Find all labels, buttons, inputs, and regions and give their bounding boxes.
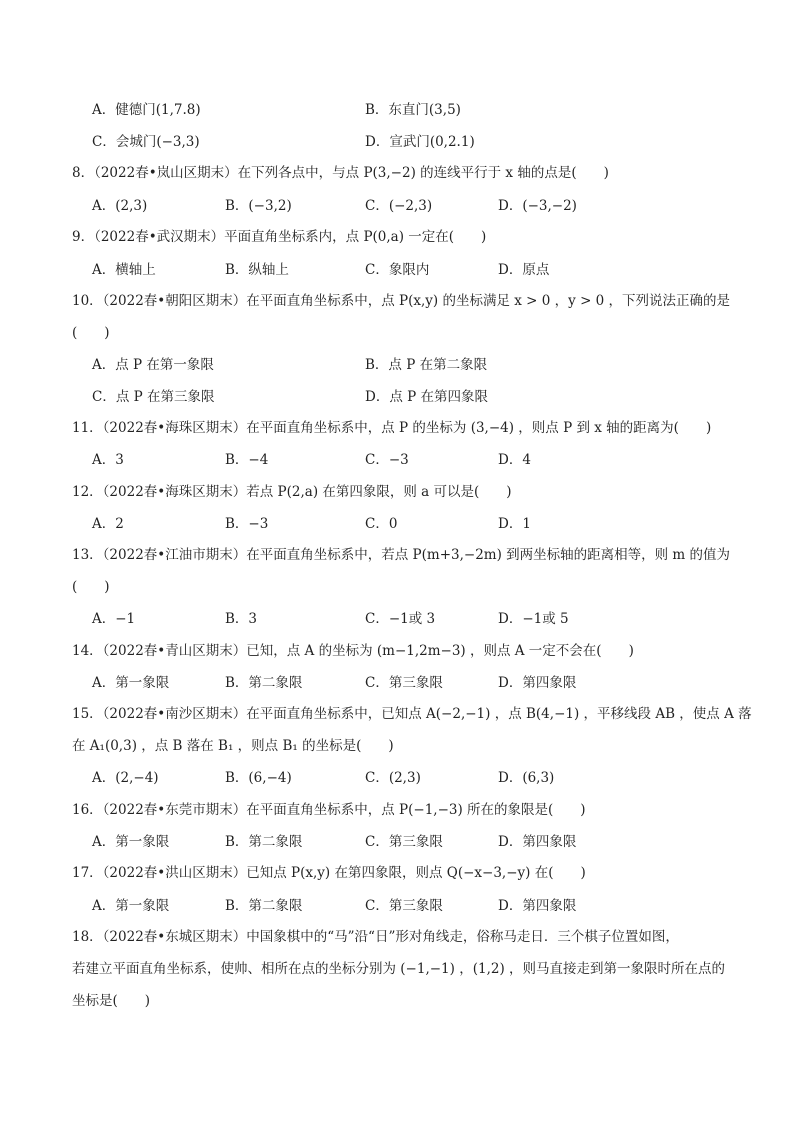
q8-option-b: B．(−3,2) bbox=[225, 198, 292, 214]
q15-option-c: C．(2,3) bbox=[365, 770, 421, 786]
prev-option-b: B．东直门(3,5) bbox=[365, 102, 461, 118]
question-9-text: 9．（2022春•武汉期末）平面直角坐标系内，点 P(0,a) 一定在( ) bbox=[72, 229, 487, 245]
q9-option-c: C．象限内 bbox=[365, 262, 430, 278]
question-15-text-cont: 在 A₁(0,3) ，点 B 落在 B₁ ，则点 B₁ 的坐标是( ) bbox=[72, 738, 394, 754]
question-14-text: 14．（2022春•青山区期末）已知，点 A 的坐标为 (m−1,2m−3) ，则点 A 一定不会在( ) bbox=[72, 643, 634, 659]
q10-option-a: A．点 P 在第一象限 bbox=[92, 357, 214, 373]
q17-option-b: B．第二象限 bbox=[225, 898, 303, 914]
q9-option-b: B．纵轴上 bbox=[225, 262, 289, 278]
q14-option-c: C．第三象限 bbox=[365, 675, 443, 691]
q11-option-d: D．4 bbox=[498, 452, 531, 468]
q10-option-b: B．点 P 在第二象限 bbox=[365, 357, 488, 373]
q17-option-c: C．第三象限 bbox=[365, 898, 443, 914]
q13-option-c: C．−1或 3 bbox=[365, 611, 436, 627]
question-10-text-cont: ( ) bbox=[72, 325, 110, 341]
q13-option-a: A．−1 bbox=[92, 611, 136, 627]
q11-option-c: C．−3 bbox=[365, 452, 409, 468]
question-13-text: 13．（2022春•江油市期末）在平面直角坐标系中，若点 P(m+3,−2m) 到两坐标轴的距离相等，则 m 的值为 bbox=[72, 547, 731, 563]
prev-option-c: C．会城门(−3,3) bbox=[92, 134, 200, 150]
q15-option-b: B．(6,−4) bbox=[225, 770, 292, 786]
question-18-text-cont: 若建立平面直角坐标系，使帅、相所在点的坐标分别为 (−1,−1) ，(1,2) ，则马直接走到第一象限时所在点的 bbox=[72, 961, 726, 977]
q13-option-d: D．−1或 5 bbox=[498, 611, 569, 627]
prev-option-d: D．宣武门(0,2.1) bbox=[365, 134, 475, 150]
question-16-text: 16．（2022春•东莞市期末）在平面直角坐标系中，点 P(−1,−3) 所在的象限是( ) bbox=[72, 802, 586, 818]
question-18-text: 18．（2022春•东城区期末）中国象棋中的“马”沿“日”形对角线走，俗称马走日．三个棋子位置如图， bbox=[72, 929, 679, 945]
q8-option-a: A．(2,3) bbox=[92, 198, 148, 214]
q12-option-b: B．−3 bbox=[225, 516, 269, 532]
q13-option-b: B．3 bbox=[225, 611, 258, 627]
q14-option-d: D．第四象限 bbox=[498, 675, 577, 691]
q15-option-a: A．(2,−4) bbox=[92, 770, 159, 786]
q12-option-c: C．0 bbox=[365, 516, 398, 532]
q15-option-d: D．(6,3) bbox=[498, 770, 555, 786]
q10-option-c: C．点 P 在第三象限 bbox=[92, 389, 215, 405]
prev-option-a: A．健德门(1,7.8) bbox=[92, 102, 201, 118]
q8-option-d: D．(−3,−2) bbox=[498, 198, 577, 214]
q9-option-d: D．原点 bbox=[498, 262, 550, 278]
question-11-text: 11．（2022春•海珠区期末）在平面直角坐标系中，点 P 的坐标为 (3,−4) ，则点 P 到 x 轴的距离为( ) bbox=[72, 420, 712, 436]
q17-option-a: A．第一象限 bbox=[92, 898, 170, 914]
q9-option-a: A．横轴上 bbox=[92, 262, 156, 278]
question-8-text: 8．（2022春•岚山区期末）在下列各点中，与点 P(3,−2) 的连线平行于 x 轴的点是( ) bbox=[72, 165, 609, 181]
q11-option-b: B．−4 bbox=[225, 452, 269, 468]
q10-option-d: D．点 P 在第四象限 bbox=[365, 389, 488, 405]
question-15-text: 15．（2022春•南沙区期末）在平面直角坐标系中，已知点 A(−2,−1) ，点 B(4,−1) ，平移线段 AB ，使点 A 落 bbox=[72, 706, 752, 722]
question-13-text-cont: ( ) bbox=[72, 579, 110, 595]
q16-option-b: B．第二象限 bbox=[225, 834, 303, 850]
q17-option-d: D．第四象限 bbox=[498, 898, 577, 914]
q12-option-d: D．1 bbox=[498, 516, 531, 532]
q8-option-c: C．(−2,3) bbox=[365, 198, 433, 214]
q16-option-a: A．第一象限 bbox=[92, 834, 170, 850]
question-17-text: 17．（2022春•洪山区期末）已知点 P(x,y) 在第四象限，则点 Q(−x−3,−y) 在( ) bbox=[72, 865, 586, 881]
q16-option-c: C．第三象限 bbox=[365, 834, 443, 850]
q12-option-a: A．2 bbox=[92, 516, 124, 532]
q14-option-a: A．第一象限 bbox=[92, 675, 170, 691]
question-10-text: 10．（2022春•朝阳区期末）在平面直角坐标系中，点 P(x,y) 的坐标满足 x > 0 ，y > 0 ，下列说法正确的是 bbox=[72, 293, 731, 309]
q14-option-b: B．第二象限 bbox=[225, 675, 303, 691]
q11-option-a: A．3 bbox=[92, 452, 124, 468]
question-18-text-cont2: 坐标是( ) bbox=[72, 993, 151, 1009]
q16-option-d: D．第四象限 bbox=[498, 834, 577, 850]
question-12-text: 12．（2022春•海珠区期末）若点 P(2,a) 在第四象限，则 a 可以是( ) bbox=[72, 484, 512, 500]
